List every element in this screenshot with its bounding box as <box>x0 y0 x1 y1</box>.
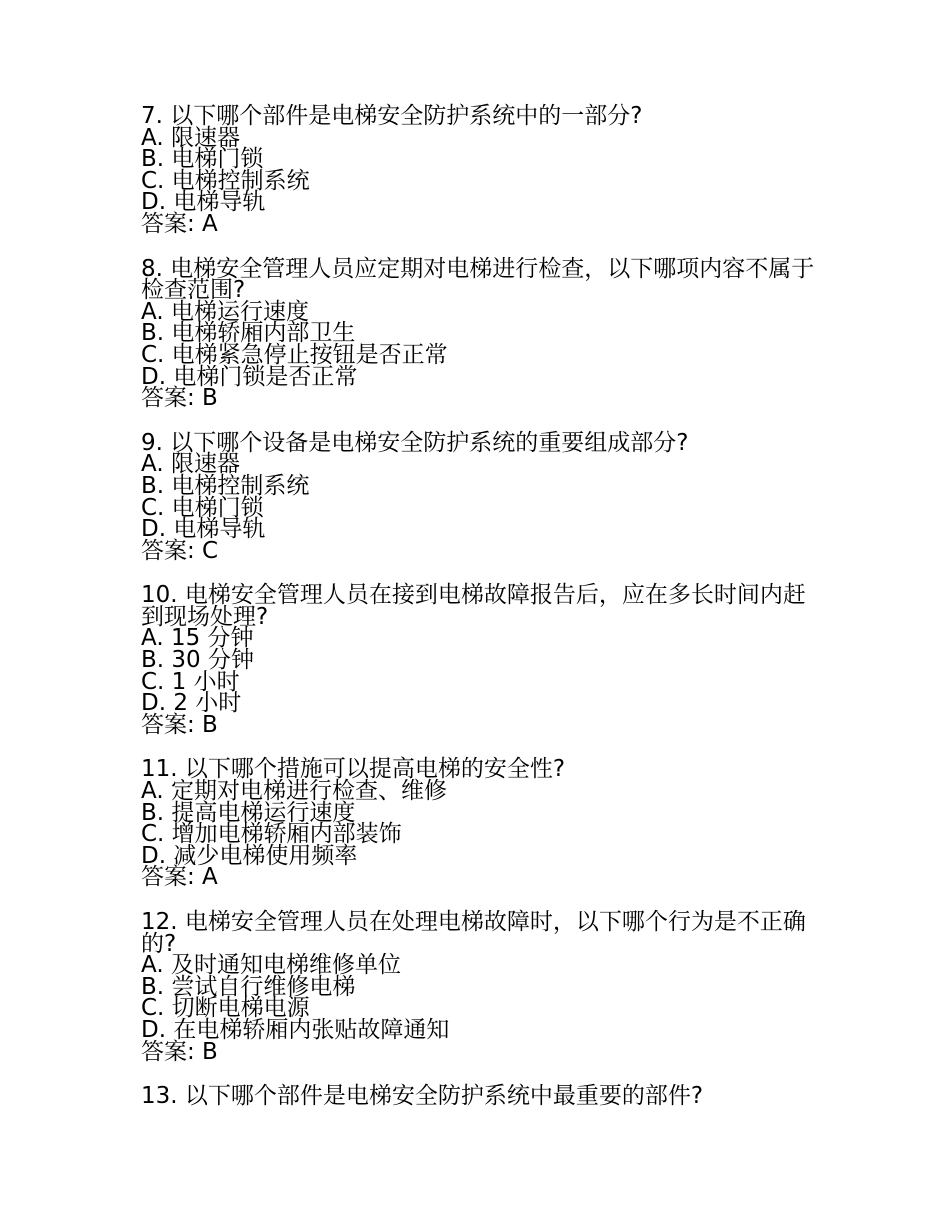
question-stem <box>141 103 821 129</box>
question-stem <box>141 1083 821 1110</box>
question-number: 8. <box>141 255 163 282</box>
question-number: 12. <box>141 909 178 935</box>
option-c: C. 切断电梯电源 <box>141 995 310 1022</box>
option-a: A. 电梯运行速度 <box>141 298 309 325</box>
question-12 <box>141 909 821 1065</box>
question-13 <box>141 1083 821 1110</box>
option-c: C. 电梯控制系统 <box>141 167 310 194</box>
answer: 答案: B <box>141 1038 218 1065</box>
answer: 答案: B <box>141 385 218 412</box>
option-b: B. 30 分钟 <box>141 647 254 674</box>
option-b: B. 电梯轿厢内部卫生 <box>141 320 356 347</box>
question-text: 电梯安全管理人员在接到电梯故障报告后，应在多长时间内赶到现场处理? <box>141 582 806 630</box>
option-b: B. 提高电梯运行速度 <box>141 799 356 826</box>
question-text: 电梯安全管理人员在处理电梯故障时，以下哪个行为是不正确的? <box>141 909 806 957</box>
question-stem <box>141 429 821 456</box>
option-d: D. 电梯导轨 <box>141 189 266 216</box>
question-stem <box>141 255 821 304</box>
question-stem <box>141 582 821 630</box>
question-10 <box>141 582 821 738</box>
option-a: A. 限速器 <box>141 124 240 151</box>
option-c: C. 电梯门锁 <box>141 494 264 521</box>
question-text: 电梯安全管理人员应定期对电梯进行检查，以下哪项内容不属于检查范围? <box>141 255 815 304</box>
question-number: 7. <box>141 103 163 129</box>
question-number: 9. <box>141 429 163 456</box>
option-a: A. 限速器 <box>141 451 240 478</box>
question-7 <box>141 103 821 237</box>
option-a: A. 15 分钟 <box>141 625 254 652</box>
document-page <box>141 103 821 1131</box>
question-number: 13. <box>141 1083 178 1110</box>
option-d: D. 电梯门锁是否正常 <box>141 363 358 390</box>
answer: 答案: A <box>141 864 218 891</box>
option-b: B. 电梯控制系统 <box>141 472 310 499</box>
option-b: B. 尝试自行维修电梯 <box>141 973 356 1000</box>
option-d: D. 在电梯轿厢内张贴故障通知 <box>141 1016 450 1043</box>
answer: 答案: B <box>141 711 218 738</box>
option-d: D. 2 小时 <box>141 690 242 717</box>
question-text: 以下哪个部件是电梯安全防护系统中的一部分? <box>170 103 643 129</box>
option-c: C. 电梯紧急停止按钮是否正常 <box>141 341 448 368</box>
option-a: A. 定期对电梯进行检查、维修 <box>141 778 447 805</box>
question-text: 以下哪个部件是电梯安全防护系统中最重要的部件? <box>184 1083 704 1110</box>
question-number: 10. <box>141 582 178 609</box>
option-c: C. 增加电梯轿厢内部装饰 <box>141 821 402 848</box>
question-8 <box>141 255 821 412</box>
option-b: B. 电梯门锁 <box>141 146 264 173</box>
question-text: 以下哪个设备是电梯安全防护系统的重要组成部分? <box>170 429 689 456</box>
question-11 <box>141 756 821 891</box>
answer: 答案: A <box>141 210 218 237</box>
question-number: 11. <box>141 756 178 783</box>
answer: 答案: C <box>141 537 219 564</box>
question-text: 以下哪个措施可以提高电梯的安全性? <box>184 756 566 783</box>
option-d: D. 电梯导轨 <box>141 516 266 543</box>
option-c: C. 1 小时 <box>141 668 240 695</box>
question-9 <box>141 429 821 564</box>
option-d: D. 减少电梯使用频率 <box>141 842 358 869</box>
question-stem <box>141 909 821 957</box>
option-a: A. 及时通知电梯维修单位 <box>141 952 401 979</box>
